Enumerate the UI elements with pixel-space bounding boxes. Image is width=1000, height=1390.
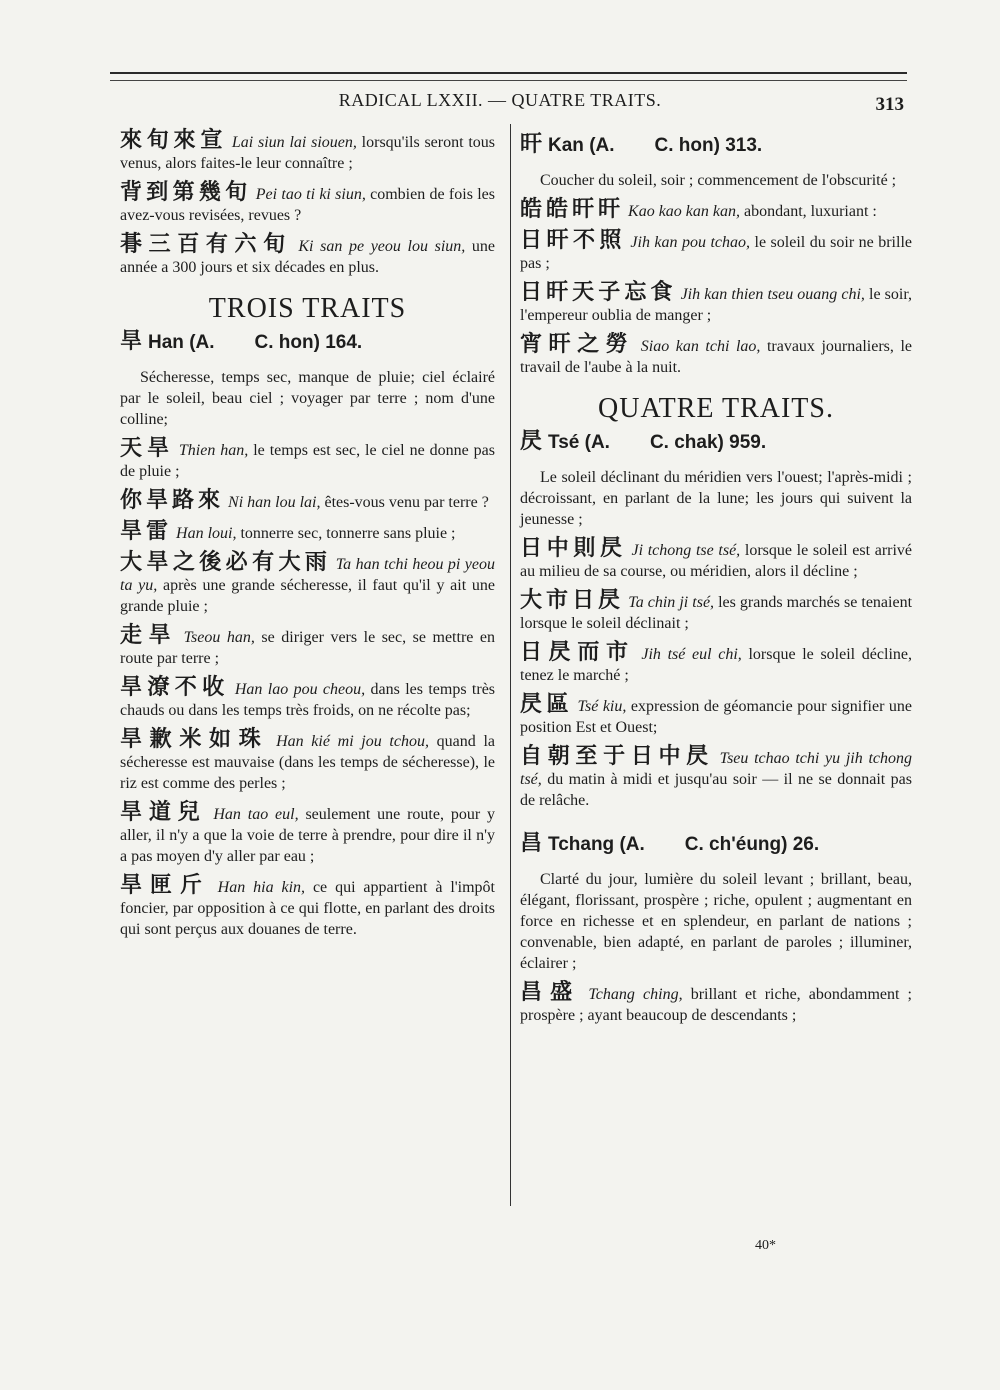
chinese-phrase: 自朝至于日中昃 (520, 744, 714, 769)
romanization: Ta chin ji tsé, (628, 594, 715, 611)
character-definition: Sécheresse, temps sec, manque de pluie; ciel éclairé par le soleil, beau ciel ; voyager par terre ; nom d'une colline; (120, 369, 495, 428)
head-cantonese: C. hon) 164. (254, 332, 363, 353)
dictionary-entry (520, 694, 912, 738)
signature-mark: 40* (755, 1238, 776, 1253)
definition: tonnerre sec, tonnerre sans pluie ; (236, 525, 456, 542)
definition: les grands marchés se tenaient lorsque le soleil déclinait ; (520, 594, 913, 632)
chinese-phrase: 你旱路來 (120, 488, 225, 513)
dictionary-entry (120, 875, 495, 940)
definition: après une grande sécheresse, il faut qu'il y ait une grande pluie ; (120, 577, 495, 615)
definition: travaux journaliers, le travail de l'aube à la nuit. (520, 338, 913, 376)
definition: brillant et riche, abondamment ; prospère ; ayant beaucoup de descendants ; (520, 986, 912, 1024)
chinese-phrase: 大市日昃 (520, 588, 625, 613)
section-title: QUATRE TRAITS. (598, 393, 834, 424)
dictionary-entry (120, 552, 495, 617)
romanization: Ki san pe yeou lou siun, (298, 238, 466, 255)
page-number: 313 (875, 94, 904, 115)
dictionary-entry (120, 729, 495, 794)
romanization: Thien han, (178, 442, 249, 459)
romanization: Tseu tchao tchi yu jih tchong tsé, (520, 750, 912, 788)
romanization: Jih kan pou tchao, (630, 234, 751, 251)
romanization: Tsé kiu, (577, 698, 627, 715)
dictionary-entry (520, 746, 912, 811)
chinese-phrase: 旱雷 (120, 519, 173, 544)
character-heading (520, 431, 912, 453)
character-heading (520, 833, 912, 855)
dictionary-entry (120, 490, 495, 513)
head-cantonese: C. ch'éung) 26. (684, 834, 820, 855)
romanization: Jih kan thien tseu ouang chi, (680, 286, 865, 303)
romanization: Jih tsé eul chi, (641, 646, 742, 663)
romanization: Ni han lou lai, (228, 494, 321, 511)
chinese-phrase: 旱道兒 (120, 800, 207, 825)
definition: ce qui appartient à l'impôt foncier, par opposition à ce qui flotte, en parlant des droits qui sont perçus aux douanes de terre. (120, 879, 495, 938)
chinese-phrase: 大旱之後必有大雨 (120, 550, 332, 575)
dictionary-entry (520, 642, 912, 686)
dictionary-entry (120, 182, 495, 226)
romanization: Han hia kin, (217, 879, 306, 896)
dictionary-entry (520, 282, 912, 326)
definition: le soleil du soir ne brille pas ; (520, 234, 912, 272)
romanization: Han loui, (176, 525, 237, 542)
right-column (520, 130, 912, 1034)
head-character: 昃 (520, 429, 543, 454)
column-divider (510, 124, 511, 1206)
chinese-phrase: 昃區 (520, 692, 574, 717)
dictionary-entry (520, 590, 912, 634)
romanization: Lai siun lai siouen, (231, 134, 357, 151)
definition: se diriger vers le sec, se mettre en route par terre ; (120, 629, 496, 667)
head-cantonese: C. chak) 959. (649, 432, 767, 453)
definition: lorsqu'ils seront tous venus, alors faites-le leur connaître ; (120, 134, 496, 172)
section-title: TROIS TRAITS (208, 293, 407, 324)
definition: abondant, luxuriant : (740, 203, 877, 220)
character-heading (520, 134, 912, 156)
chinese-phrase: 宵旰之勞 (520, 332, 635, 357)
dictionary-entry (120, 438, 495, 482)
definition: le temps est sec, le ciel ne donne pas de pluie ; (120, 442, 495, 480)
definition: dans les temps très chauds ou dans les temps très froids, on ne récolte pas; (120, 681, 496, 719)
header-rule (110, 80, 907, 81)
top-rule (110, 72, 907, 74)
romanization: Han lao pou cheou, (234, 681, 366, 698)
chinese-phrase: 皓皓旰旰 (520, 197, 625, 222)
chinese-phrase: 日旰不照 (520, 228, 626, 253)
dictionary-entry (120, 802, 495, 867)
dictionary-entry (120, 677, 495, 721)
dictionary-entry (120, 234, 495, 278)
chinese-phrase: 旱潦不收 (120, 675, 230, 700)
definition: seulement une route, pour y aller, il n'y a que la voie de terre à prendre, pour dire il n'y a pas moyen d'y aller par eau ; (120, 806, 495, 865)
chinese-phrase: 旱匣斤 (120, 873, 210, 898)
definition: le soir, l'empereur oublia de manger ; (520, 286, 913, 324)
definition: êtes-vous venu par terre ? (320, 494, 489, 511)
chinese-phrase: 日中則昃 (520, 536, 627, 561)
definition: une année a 300 jours et six décades en plus. (120, 238, 495, 276)
dictionary-entry (120, 521, 495, 544)
dictionary-entry (520, 199, 912, 222)
head-character: 旱 (120, 329, 143, 354)
head-name: Tchang (A. (548, 834, 645, 855)
romanization: Han tao eul, (213, 806, 299, 823)
head-character: 旰 (520, 132, 543, 157)
chinese-phrase: 走旱 (120, 623, 178, 648)
chinese-phrase: 旱歉米如珠 (120, 727, 269, 752)
definition: du matin à midi et jusqu'au soir — il ne se donnait pas de relâche. (520, 771, 912, 809)
definition: lorsque le soleil décline, tenez le marché ; (520, 646, 912, 684)
romanization: Tchang ching, (588, 986, 683, 1003)
romanization: Siao kan tchi lao, (640, 338, 761, 355)
left-column (120, 130, 495, 948)
definition: lorsque le soleil est arrivé au milieu de sa course, ou méridien, alors il décline ; (520, 542, 913, 580)
character-definition: Coucher du soleil, soir ; commencement de l'obscurité ; (540, 172, 897, 189)
chinese-phrase: 昌盛 (520, 980, 581, 1005)
chinese-phrase: 日旰天子忘食 (520, 280, 677, 305)
romanization: Pei tao ti ki siun, (255, 186, 366, 203)
head-name: Tsé (A. (548, 432, 610, 453)
romanization: Ta han tchi heou pi yeou ta yu, (120, 556, 495, 594)
running-head: RADICAL LXXII. — QUATRE TRAITS. (338, 90, 662, 110)
chinese-phrase: 天旱 (120, 436, 174, 461)
definition: quand la sécheresse est mauvaise (dans les temps de sécheresse), le riz est comme des perles ; (120, 733, 495, 792)
romanization: Kao kao kan kan, (628, 203, 740, 220)
dictionary-entry (520, 538, 912, 582)
romanization: Han kié mi jou tchou, (276, 733, 429, 750)
head-cantonese: C. hon) 313. (654, 135, 763, 156)
dictionary-entry (120, 625, 495, 669)
romanization: Tseou han, (183, 629, 255, 646)
character-definition: Le soleil déclinant du méridien vers l'ouest; l'après-midi ; décroissant, en parlant de la lune; les jours qui suivent la jeunesse ; (520, 469, 912, 528)
definition: expression de géomancie pour signifier une position Est et Ouest; (520, 698, 913, 736)
dictionary-entry (120, 130, 495, 174)
chinese-phrase: 來旬來宣 (120, 128, 228, 153)
chinese-phrase: 背到第幾旬 (120, 180, 252, 205)
dictionary-entry (520, 982, 912, 1026)
dictionary-entry (520, 230, 912, 274)
dictionary-entry (520, 334, 912, 378)
chinese-phrase: 朞三百有六旬 (120, 232, 292, 257)
head-character: 昌 (520, 831, 543, 856)
character-definition: Clarté du jour, lumière du soleil levant ; brillant, beau, élégant, florissant, prospère ; riche, opulent ; augmentant en force en richesse et en splendeur, en parlant de nations ; convenable, bien adapté, en parlant de paroles ; illuminer, éclairer ; (520, 871, 912, 972)
definition: combien de fois les avez-vous revisées, revues ? (120, 186, 495, 224)
romanization: Ji tchong tse tsé, (631, 542, 741, 559)
character-heading (120, 331, 495, 353)
chinese-phrase: 日昃而市 (520, 640, 635, 665)
head-name: Han (A. (148, 332, 215, 353)
head-name: Kan (A. (548, 135, 615, 156)
